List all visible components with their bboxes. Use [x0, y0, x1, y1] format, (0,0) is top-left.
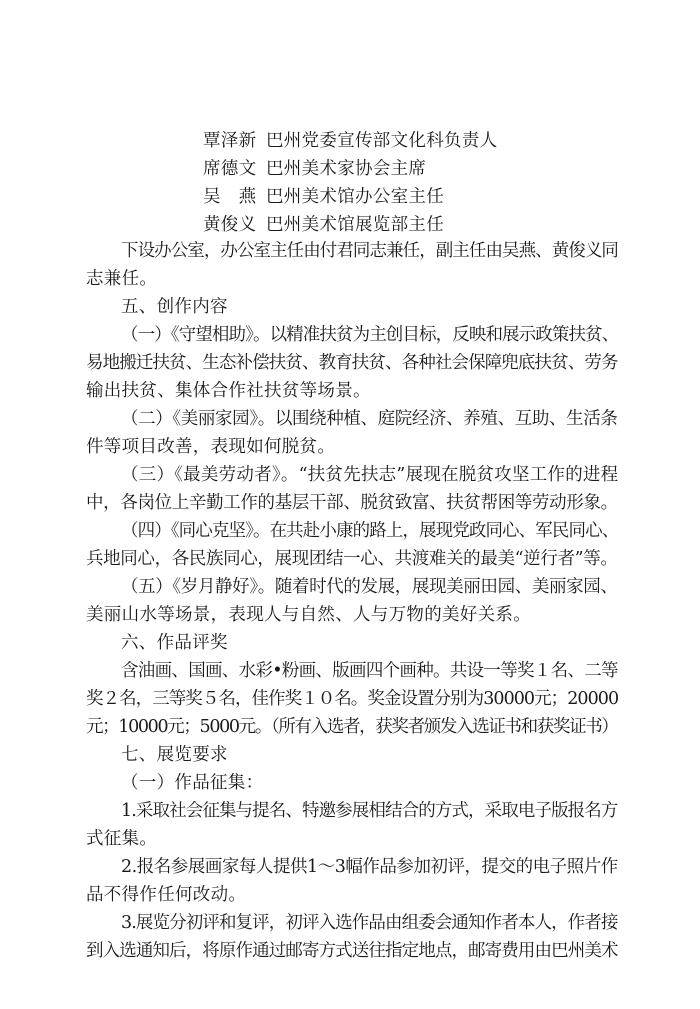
paragraph-line: 含油画、国画、水彩•粉画、版画四个画种。共设一等奖１名、二等: [121, 661, 618, 681]
paragraph-line: 品不得作任何改动。: [86, 885, 247, 905]
office-line: 下设办公室，办公室主任由付君同志兼任，副主任由吴燕、黄俊义同: [121, 241, 618, 261]
paragraph-line: 到入选通知后，将原作通过邮寄方式送往指定地点，邮寄费用由巴州美术: [86, 941, 618, 961]
paragraph-line: 式征集。: [86, 829, 158, 849]
member-name: 覃泽新: [203, 131, 257, 151]
section-heading: 五、创作内容: [121, 297, 228, 317]
member-role: 巴州党委宣传部文化科负责人: [266, 131, 498, 151]
member-row: [203, 158, 426, 180]
paragraph-line: 兵地同心，各民族同心，展现团结一心、共渡难关的最美“逆行者”等。: [86, 549, 618, 569]
paragraph-line: （四）《同心克坚》。在共赴小康的路上，展现党政同心、军民同心、: [121, 521, 619, 541]
paragraph-line: 易地搬迁扶贫、生态补偿扶贫、教育扶贫、各种社会保障兜底扶贫、劳务: [86, 353, 618, 373]
section-heading: 六、作品评奖: [121, 633, 228, 653]
paragraph-line: 输出扶贫、集体合作社扶贫等场景。: [86, 381, 371, 401]
member-row: [203, 130, 497, 152]
paragraph-line: 中，各岗位上辛勤工作的基层干部、脱贫致富、扶贫帮困等劳动形象。: [86, 493, 618, 513]
paragraph-line: 美丽山水等场景，表现人与自然、人与万物的美好关系。: [86, 605, 531, 625]
member-name: 席德文: [203, 159, 257, 179]
paragraph-line: （二）《美丽家园》。以围绕种植、庭院经济、养殖、互助、生活条: [121, 409, 618, 429]
paragraph-line: （一）《守望相助》。以精准扶贫为主创目标，反映和展示政策扶贫、: [121, 325, 619, 345]
paragraph-line: 2.报名参展画家每人提供1～3幅作品参加初评，提交的电子照片作: [121, 857, 618, 877]
paragraph-line: 3.展览分初评和复评，初评入选作品由组委会通知作者本人，作者接: [121, 913, 618, 933]
section-heading: 七、展览要求: [121, 745, 228, 765]
member-row: [203, 186, 444, 208]
member-role: 巴州美术馆办公室主任: [266, 187, 444, 207]
member-name: 黄俊义: [203, 215, 257, 235]
subsection-heading: （一）作品征集：: [121, 773, 264, 793]
paragraph-line: 奖２名，三等奖５名，佳作奖１０名。奖金设置分别为30000元；20000: [86, 689, 619, 709]
member-role: 巴州美术馆展览部主任: [266, 215, 444, 235]
paragraph-line: （五）《岁月静好》。随着时代的发展，展现美丽田园、美丽家园、: [121, 577, 618, 597]
paragraph-line: 件等项目改善，表现如何脱贫。: [86, 437, 336, 457]
paragraph-line: （三）《最美劳动者》。“扶贫先扶志”展现在脱贫攻坚工作的进程: [121, 465, 619, 485]
member-name: 吴 燕: [203, 187, 257, 207]
paragraph-line: 元；10000元；5000元。（所有入选者，获奖者颁发入选证书和获奖证书）: [86, 717, 618, 737]
paragraph-line: 1.采取社会征集与提名、特邀参展相结合的方式，采取电子版报名方: [121, 801, 618, 821]
office-line: 志兼任。: [86, 269, 158, 289]
member-role: 巴州美术家协会主席: [266, 159, 427, 179]
member-row: [203, 214, 444, 236]
